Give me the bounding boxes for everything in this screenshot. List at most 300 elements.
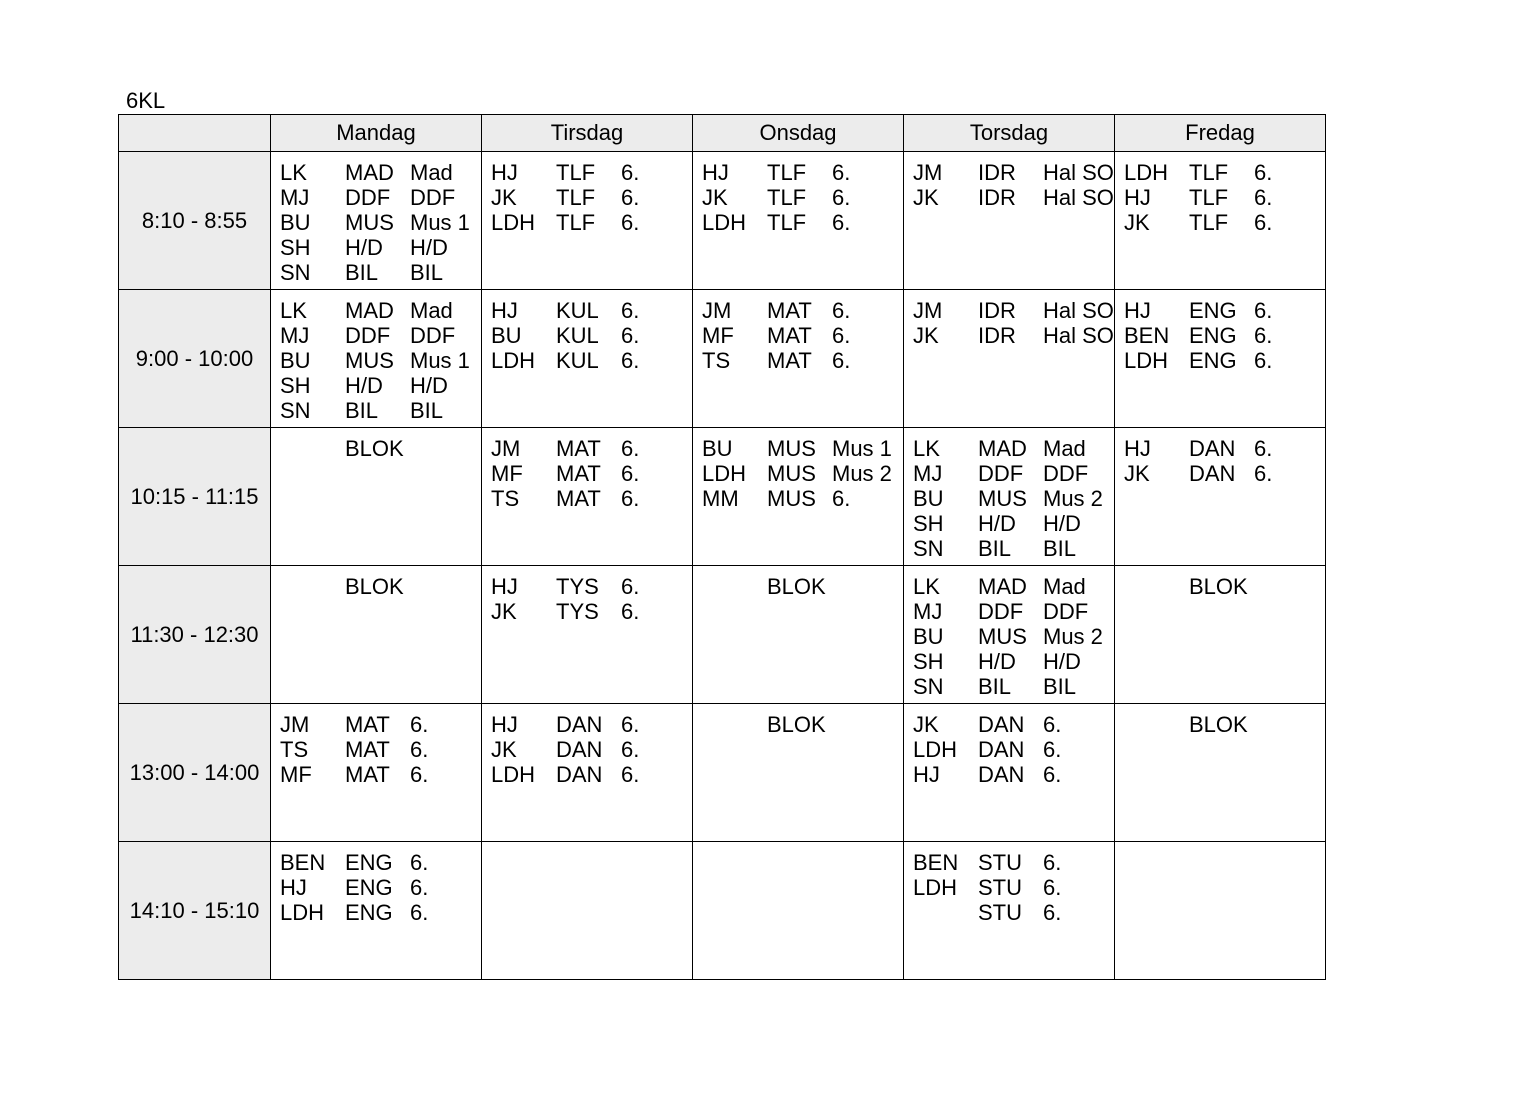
lesson-list	[271, 842, 481, 925]
subject-code: MAT	[556, 486, 601, 511]
room-code: 6.	[621, 737, 640, 762]
subject-code: DAN	[556, 737, 603, 762]
time-slot-row	[119, 704, 1326, 842]
room-code: 6.	[1254, 348, 1273, 373]
lesson-entry	[904, 649, 1114, 674]
teacher-code: HJ	[1124, 436, 1151, 461]
lesson-entry	[271, 875, 481, 900]
lesson-entry	[1115, 461, 1325, 486]
teacher-code: HJ	[1124, 185, 1151, 210]
subject-code: DDF	[345, 185, 391, 210]
subject-code: ENG	[345, 900, 393, 925]
lesson-entry	[271, 323, 481, 348]
room-code: 6.	[621, 348, 640, 373]
day-header-mandag: Mandag	[271, 115, 482, 152]
schedule-cell	[693, 290, 904, 428]
lesson-entry	[693, 461, 903, 486]
teacher-code: HJ	[913, 762, 940, 787]
schedule-cell	[482, 290, 693, 428]
teacher-code: MF	[280, 762, 312, 787]
lesson-entry	[482, 348, 692, 373]
room-code: 6.	[832, 210, 851, 235]
teacher-code: BU	[913, 624, 944, 649]
time-label: 8:10 - 8:55	[119, 152, 271, 290]
lesson-entry	[693, 323, 903, 348]
room-code: BIL	[410, 260, 444, 285]
time-label: 10:15 - 11:15	[119, 428, 271, 566]
lesson-entry	[904, 511, 1114, 536]
lesson-entry	[271, 398, 481, 423]
schedule-cell	[1115, 428, 1326, 566]
subject-code: MAD	[345, 160, 394, 185]
teacher-code: LDH	[1124, 348, 1169, 373]
time-label: 14:10 - 15:10	[119, 842, 271, 980]
schedule-body	[119, 152, 1326, 980]
teacher-code: HJ	[491, 298, 518, 323]
lesson-entry	[904, 599, 1114, 624]
room-code: 6.	[1043, 850, 1062, 875]
lesson-list	[271, 152, 481, 285]
subject-code: BIL	[978, 536, 1012, 561]
lesson-list	[1115, 152, 1325, 235]
lesson-list	[693, 428, 903, 511]
room-code: 6.	[410, 850, 429, 875]
teacher-code: JK	[1124, 210, 1150, 235]
lesson-entry	[482, 737, 692, 762]
lesson-list	[904, 290, 1114, 348]
teacher-code: TS	[491, 486, 520, 511]
teacher-code: BU	[280, 348, 311, 373]
lesson-entry	[1115, 348, 1325, 373]
room-code: 6.	[1254, 210, 1273, 235]
schedule-cell	[482, 152, 693, 290]
teacher-code: BU	[702, 436, 733, 461]
blok-label: BLOK	[345, 574, 404, 599]
teacher-code: BEN	[280, 850, 326, 875]
subject-code: TLF	[556, 160, 596, 185]
subject-code: MAT	[767, 348, 812, 373]
time-label: 13:00 - 14:00	[119, 704, 271, 842]
lesson-entry	[482, 762, 692, 787]
room-code: H/D	[410, 235, 448, 260]
room-code: BIL	[1043, 674, 1077, 699]
teacher-code: LDH	[913, 737, 958, 762]
teacher-code: LDH	[913, 875, 958, 900]
lesson-entry	[482, 298, 692, 323]
subject-code: MUS	[767, 436, 816, 461]
teacher-code: SH	[913, 511, 944, 536]
subject-code: IDR	[978, 323, 1016, 348]
room-code: DDF	[1043, 461, 1089, 486]
teacher-code: HJ	[491, 712, 518, 737]
subject-code: DAN	[1189, 436, 1236, 461]
subject-code: MAT	[556, 461, 601, 486]
teacher-code: JK	[1124, 461, 1150, 486]
blok-label: BLOK	[345, 436, 404, 461]
teacher-code: MF	[702, 323, 734, 348]
lesson-entry	[1115, 185, 1325, 210]
subject-code: DAN	[978, 737, 1025, 762]
room-code: Mus 1	[832, 436, 892, 461]
teacher-code: SN	[913, 674, 944, 699]
teacher-code: LDH	[491, 348, 536, 373]
lesson-entry	[271, 210, 481, 235]
lesson-entry	[904, 674, 1114, 699]
schedule-cell	[271, 704, 482, 842]
room-code: 6.	[832, 323, 851, 348]
lesson-entry	[271, 298, 481, 323]
room-code: 6.	[621, 210, 640, 235]
lesson-entry	[1115, 160, 1325, 185]
room-code: 6.	[621, 185, 640, 210]
subject-code: MAT	[345, 712, 390, 737]
lesson-entry	[271, 850, 481, 875]
lesson-entry	[482, 210, 692, 235]
subject-code: DAN	[1189, 461, 1236, 486]
lesson-entry	[271, 712, 481, 737]
room-code: 6.	[1043, 762, 1062, 787]
subject-code: IDR	[978, 160, 1016, 185]
schedule-cell	[904, 152, 1115, 290]
teacher-code: JK	[491, 599, 517, 624]
subject-code: KUL	[556, 348, 599, 373]
room-code: 6.	[832, 348, 851, 373]
schedule-cell	[482, 704, 693, 842]
day-header-row	[119, 115, 1326, 152]
subject-code: MUS	[767, 461, 816, 486]
lesson-entry	[271, 235, 481, 260]
lesson-list	[482, 152, 692, 235]
teacher-code: MJ	[913, 599, 943, 624]
lesson-entry	[271, 348, 481, 373]
lesson-entry	[904, 712, 1114, 737]
lesson-list	[271, 290, 481, 423]
day-header-onsdag: Onsdag	[693, 115, 904, 152]
teacher-code: MJ	[280, 323, 310, 348]
teacher-code: LDH	[491, 210, 536, 235]
blok-label: BLOK	[1189, 574, 1248, 599]
lesson-entry	[904, 624, 1114, 649]
room-code: 6.	[1254, 160, 1273, 185]
schedule-cell	[904, 842, 1115, 980]
schedule-cell	[482, 428, 693, 566]
corner-cell	[119, 115, 271, 152]
room-code: Hal SO	[1043, 160, 1114, 185]
subject-code: ENG	[1189, 348, 1237, 373]
time-label: 9:00 - 10:00	[119, 290, 271, 428]
teacher-code: JM	[280, 712, 310, 737]
lesson-list	[904, 566, 1114, 699]
teacher-code: HJ	[702, 160, 729, 185]
subject-code: ENG	[345, 850, 393, 875]
teacher-code: JK	[913, 185, 939, 210]
teacher-code: BU	[913, 486, 944, 511]
lesson-entry	[693, 436, 903, 461]
lesson-entry	[693, 185, 903, 210]
lesson-entry	[693, 486, 903, 511]
room-code: Mad	[410, 298, 453, 323]
lesson-entry	[1115, 436, 1325, 461]
teacher-code: HJ	[491, 160, 518, 185]
room-code: Mus 1	[410, 210, 470, 235]
room-code: Mad	[1043, 574, 1086, 599]
day-header-fredag: Fredag	[1115, 115, 1326, 152]
teacher-code: LDH	[1124, 160, 1169, 185]
lesson-list	[482, 428, 692, 511]
lesson-list	[1115, 428, 1325, 486]
room-code: H/D	[1043, 649, 1081, 674]
lesson-entry	[904, 461, 1114, 486]
lesson-list	[271, 704, 481, 787]
subject-code: STU	[978, 900, 1022, 925]
schedule-cell	[271, 290, 482, 428]
schedule-table	[118, 114, 1326, 980]
schedule-cell	[1115, 842, 1326, 980]
teacher-code: JK	[913, 323, 939, 348]
day-header-tirsdag: Tirsdag	[482, 115, 693, 152]
room-code: 6.	[621, 599, 640, 624]
lesson-list	[904, 428, 1114, 561]
subject-code: MUS	[345, 210, 394, 235]
lesson-list	[904, 704, 1114, 787]
subject-code: MAT	[345, 762, 390, 787]
lesson-entry	[271, 160, 481, 185]
room-code: 6.	[621, 461, 640, 486]
subject-code: IDR	[978, 185, 1016, 210]
room-code: 6.	[1043, 712, 1062, 737]
subject-code: TLF	[767, 185, 807, 210]
room-code: 6.	[832, 298, 851, 323]
schedule-cell	[693, 566, 904, 704]
schedule-cell	[1115, 704, 1326, 842]
room-code: BIL	[410, 398, 444, 423]
lesson-entry	[271, 737, 481, 762]
room-code: DDF	[1043, 599, 1089, 624]
schedule-cell	[482, 842, 693, 980]
subject-code: MUS	[978, 486, 1027, 511]
lesson-entry	[693, 210, 903, 235]
teacher-code: JK	[702, 185, 728, 210]
subject-code: BIL	[345, 260, 379, 285]
subject-code: MAT	[767, 298, 812, 323]
room-code: 6.	[621, 486, 640, 511]
subject-code: MAT	[345, 737, 390, 762]
subject-code: MUS	[345, 348, 394, 373]
room-code: 6.	[410, 875, 429, 900]
lesson-entry	[482, 712, 692, 737]
blok-label: BLOK	[767, 712, 826, 737]
class-title: 6KL	[126, 88, 166, 113]
lesson-entry	[904, 160, 1114, 185]
room-code: Mad	[1043, 436, 1086, 461]
lesson-entry	[482, 599, 692, 624]
time-slot-row	[119, 428, 1326, 566]
subject-code: BIL	[978, 674, 1012, 699]
teacher-code: TS	[702, 348, 731, 373]
teacher-code: SN	[913, 536, 944, 561]
subject-code: MAD	[345, 298, 394, 323]
schedule-cell	[693, 704, 904, 842]
schedule-cell	[693, 152, 904, 290]
lesson-entry	[271, 185, 481, 210]
teacher-code: LDH	[702, 461, 747, 486]
lesson-entry	[904, 536, 1114, 561]
lesson-entry	[1115, 298, 1325, 323]
room-code: H/D	[1043, 511, 1081, 536]
lesson-entry	[904, 185, 1114, 210]
room-code: 6.	[1254, 436, 1273, 461]
subject-code: DAN	[978, 712, 1025, 737]
lesson-entry	[482, 461, 692, 486]
room-code: Mad	[410, 160, 453, 185]
subject-code: TLF	[1189, 185, 1229, 210]
room-code: 6.	[621, 298, 640, 323]
subject-code: TLF	[1189, 210, 1229, 235]
room-code: Mus 2	[1043, 624, 1103, 649]
subject-code: H/D	[345, 235, 383, 260]
subject-code: TLF	[767, 160, 807, 185]
room-code: 6.	[621, 574, 640, 599]
schedule-cell	[1115, 566, 1326, 704]
subject-code: TLF	[1189, 160, 1229, 185]
room-code: 6.	[410, 712, 429, 737]
room-code: 6.	[1254, 323, 1273, 348]
subject-code: KUL	[556, 298, 599, 323]
room-code: 6.	[1043, 900, 1062, 925]
schedule-cell	[693, 428, 904, 566]
subject-code: ENG	[345, 875, 393, 900]
subject-code: TYS	[556, 599, 599, 624]
teacher-code: LK	[913, 436, 940, 461]
room-code: BIL	[1043, 536, 1077, 561]
subject-code: MAT	[556, 436, 601, 461]
lesson-entry	[1115, 210, 1325, 235]
subject-code: TLF	[767, 210, 807, 235]
room-code: Hal SO	[1043, 185, 1114, 210]
lesson-list	[1115, 290, 1325, 373]
teacher-code: MM	[702, 486, 739, 511]
lesson-entry	[904, 762, 1114, 787]
teacher-code: HJ	[491, 574, 518, 599]
lesson-entry	[271, 762, 481, 787]
teacher-code: MF	[491, 461, 523, 486]
teacher-code: JM	[913, 160, 943, 185]
room-code: Mus 2	[832, 461, 892, 486]
room-code: 6.	[1043, 737, 1062, 762]
lesson-entry	[904, 900, 1114, 925]
room-code: 6.	[410, 900, 429, 925]
lesson-list	[693, 290, 903, 373]
teacher-code: SN	[280, 398, 311, 423]
teacher-code: JK	[491, 185, 517, 210]
subject-code: DAN	[556, 762, 603, 787]
subject-code: MUS	[978, 624, 1027, 649]
room-code: Hal SO	[1043, 298, 1114, 323]
lesson-list	[904, 152, 1114, 210]
lesson-entry	[904, 875, 1114, 900]
lesson-entry	[693, 298, 903, 323]
room-code: H/D	[410, 373, 448, 398]
room-code: 6.	[1043, 875, 1062, 900]
teacher-code: LDH	[702, 210, 747, 235]
subject-code: MUS	[767, 486, 816, 511]
room-code: 6.	[832, 486, 851, 511]
teacher-code	[904, 900, 978, 925]
schedule-cell	[482, 566, 693, 704]
subject-code: H/D	[978, 649, 1016, 674]
room-code: DDF	[410, 323, 456, 348]
lesson-entry	[482, 323, 692, 348]
teacher-code: JM	[491, 436, 521, 461]
lesson-entry	[904, 737, 1114, 762]
teacher-code: SH	[280, 373, 311, 398]
time-slot-row	[119, 290, 1326, 428]
teacher-code: LK	[280, 298, 307, 323]
lesson-entry	[904, 323, 1114, 348]
schedule-cell	[904, 290, 1115, 428]
subject-code: STU	[978, 875, 1022, 900]
lesson-entry	[271, 900, 481, 925]
subject-code: TLF	[556, 185, 596, 210]
teacher-code: JM	[913, 298, 943, 323]
lesson-list	[482, 566, 692, 624]
room-code: 6.	[621, 160, 640, 185]
schedule-cell	[904, 566, 1115, 704]
lesson-entry	[482, 436, 692, 461]
lesson-entry	[482, 160, 692, 185]
lesson-entry	[693, 160, 903, 185]
subject-code: TYS	[556, 574, 599, 599]
schedule-cell	[271, 152, 482, 290]
room-code: 6.	[621, 712, 640, 737]
room-code: 6.	[1254, 461, 1273, 486]
room-code: 6.	[1254, 298, 1273, 323]
lesson-entry	[482, 185, 692, 210]
subject-code: DAN	[978, 762, 1025, 787]
subject-code: STU	[978, 850, 1022, 875]
room-code: 6.	[621, 762, 640, 787]
lesson-list	[482, 704, 692, 787]
subject-code: H/D	[345, 373, 383, 398]
teacher-code: HJ	[1124, 298, 1151, 323]
schedule-cell	[693, 842, 904, 980]
teacher-code: TS	[280, 737, 309, 762]
lesson-entry	[904, 298, 1114, 323]
lesson-entry	[904, 850, 1114, 875]
teacher-code: LK	[913, 574, 940, 599]
lesson-entry	[693, 348, 903, 373]
schedule-cell	[1115, 290, 1326, 428]
teacher-code: JK	[491, 737, 517, 762]
subject-code: DDF	[978, 461, 1024, 486]
subject-code: MAT	[767, 323, 812, 348]
room-code: 6.	[1254, 185, 1273, 210]
lesson-list	[482, 290, 692, 373]
lesson-list	[693, 152, 903, 235]
room-code: Mus 2	[1043, 486, 1103, 511]
teacher-code: MJ	[913, 461, 943, 486]
subject-code: MAD	[978, 436, 1027, 461]
teacher-code: SN	[280, 260, 311, 285]
time-slot-row	[119, 152, 1326, 290]
subject-code: DDF	[345, 323, 391, 348]
room-code: Mus 1	[410, 348, 470, 373]
day-header-torsdag: Torsdag	[904, 115, 1115, 152]
schedule-cell	[904, 704, 1115, 842]
time-label: 11:30 - 12:30	[119, 566, 271, 704]
subject-code: IDR	[978, 298, 1016, 323]
subject-code: MAD	[978, 574, 1027, 599]
